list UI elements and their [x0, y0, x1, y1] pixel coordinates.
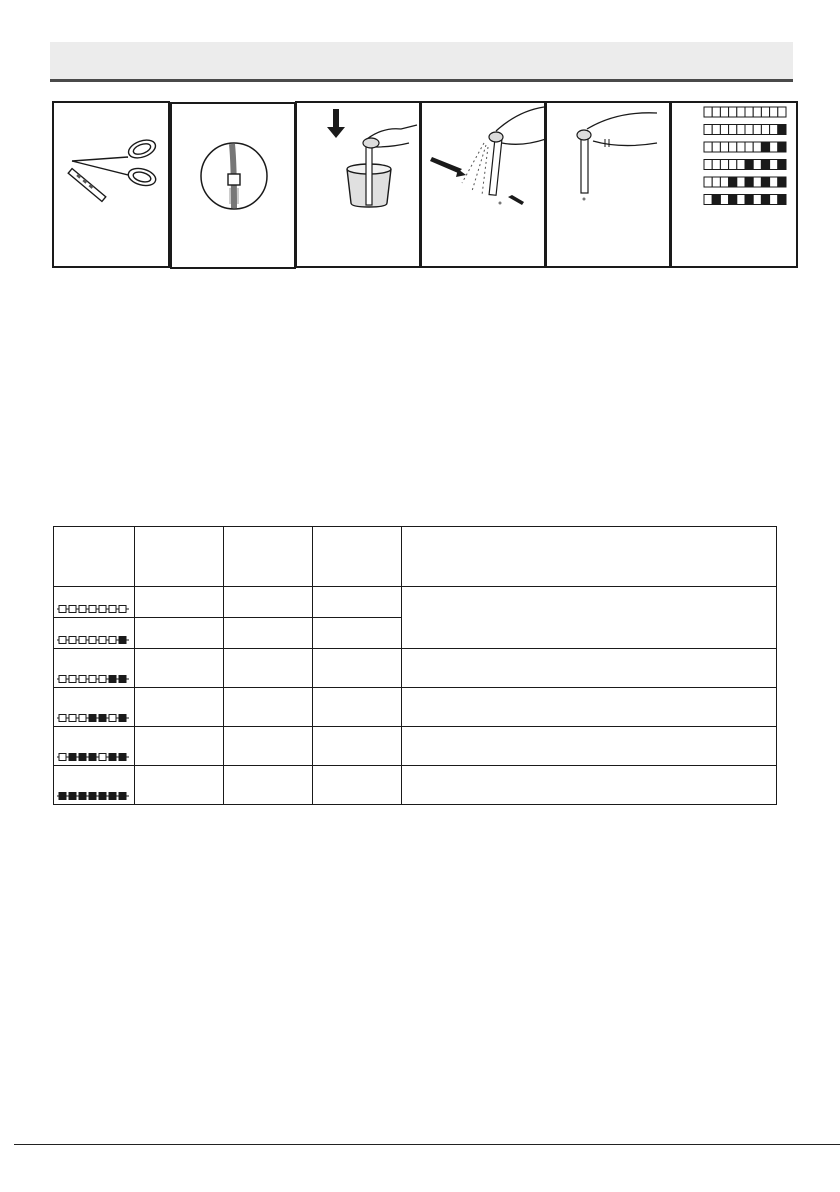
strip-swatch [54, 688, 135, 727]
strip-swatch [54, 649, 135, 688]
scale-square-light [720, 177, 728, 187]
step-shake-strip [420, 101, 546, 268]
cell-col-1 [135, 649, 224, 688]
strip-pad-dark [79, 793, 86, 800]
cell-col-1 [135, 727, 224, 766]
strip-pad-light [89, 676, 96, 683]
scale-square-light [745, 125, 753, 135]
scale-square-light [737, 142, 745, 152]
scale-square-light [704, 160, 712, 170]
scale-square-light [753, 195, 761, 205]
scale-square-light [704, 107, 712, 117]
table-row [54, 688, 777, 727]
table-header-row [54, 527, 777, 587]
scale-square-light [712, 125, 720, 135]
scale-square-light [737, 177, 745, 187]
strip-pad-light [59, 606, 66, 613]
scale-square-light [753, 142, 761, 152]
scale-square-dark [778, 142, 786, 152]
strip-pad-dark [119, 676, 126, 683]
scale-square-light [720, 160, 728, 170]
cell-description [402, 688, 777, 727]
scale-square-light [753, 160, 761, 170]
strip-pad-dark [119, 754, 126, 761]
strip-pad-light [69, 637, 76, 644]
cell-col-2 [224, 727, 313, 766]
scale-square-light [720, 125, 728, 135]
scale-square-light [729, 107, 737, 117]
scale-square-light [770, 195, 778, 205]
strip-pad-dark [109, 676, 116, 683]
scale-square-light [704, 195, 712, 205]
scale-square-light [745, 142, 753, 152]
strip-pad-light [99, 754, 106, 761]
strip-pad-light [89, 637, 96, 644]
cell-col-3 [313, 727, 402, 766]
scale-square-light [720, 142, 728, 152]
strip-pad-light [69, 676, 76, 683]
scale-square-dark [729, 195, 737, 205]
strip-pad-dark [89, 754, 96, 761]
strip-pad-light [59, 637, 66, 644]
scale-square-light [712, 160, 720, 170]
scale-square-dark [712, 195, 720, 205]
strip-pad-light [59, 676, 66, 683]
strip-swatch [54, 766, 135, 805]
scale-square-light [753, 177, 761, 187]
cell-col-3 [313, 587, 402, 618]
scale-square-light [729, 125, 737, 135]
step-dip-strip [295, 101, 421, 268]
scale-square-dark [761, 160, 769, 170]
strip-pad-light [99, 676, 106, 683]
strip-pad-light [79, 606, 86, 613]
strip-pad-light [99, 606, 106, 613]
strip-pad-dark [69, 754, 76, 761]
scale-square-light [770, 125, 778, 135]
cell-col-1 [135, 618, 224, 649]
scale-square-light [770, 177, 778, 187]
strip-pad-light [99, 637, 106, 644]
scale-square-light [753, 107, 761, 117]
scale-square-light [737, 195, 745, 205]
scale-square-dark [761, 142, 769, 152]
cell-description [402, 587, 777, 649]
running-tap-icon [172, 104, 296, 268]
scale-square-light [729, 160, 737, 170]
strip-pad-dark [99, 715, 106, 722]
strip-pad-dark [89, 793, 96, 800]
scale-square-light [753, 125, 761, 135]
wait-strip-icon [547, 103, 671, 268]
strip-pad-light [109, 637, 116, 644]
strip-pad-dark [59, 793, 66, 800]
scale-square-light [770, 142, 778, 152]
table-row [54, 649, 777, 688]
header-description [402, 527, 777, 587]
step-wait-strip [545, 101, 671, 268]
strip-pad-light [89, 606, 96, 613]
color-scale-icon [672, 103, 798, 268]
cell-col-3 [313, 766, 402, 805]
header-col-1 [135, 527, 224, 587]
scale-square-light [729, 142, 737, 152]
cell-col-2 [224, 587, 313, 618]
strip-pad-dark [109, 793, 116, 800]
water-hardness-table [53, 526, 777, 805]
scale-square-dark [778, 195, 786, 205]
strip-pad-light [69, 606, 76, 613]
header-col-3 [313, 527, 402, 587]
strip-swatch [54, 587, 135, 618]
section-header-band [50, 42, 793, 82]
cell-col-1 [135, 766, 224, 805]
scale-square-light [761, 107, 769, 117]
strip-pad-light [79, 715, 86, 722]
scale-square-dark [745, 195, 753, 205]
strip-pad-light [79, 637, 86, 644]
cell-col-2 [224, 688, 313, 727]
scale-square-light [704, 142, 712, 152]
cell-description [402, 727, 777, 766]
cell-col-3 [313, 688, 402, 727]
cell-col-2 [224, 618, 313, 649]
step-cut-strip [52, 101, 170, 268]
strip-pad-light [69, 715, 76, 722]
cell-description [402, 649, 777, 688]
strip-pad-dark [109, 754, 116, 761]
scale-square-light [704, 125, 712, 135]
footer-rule [14, 1144, 840, 1145]
cell-col-3 [313, 649, 402, 688]
scale-square-light [761, 125, 769, 135]
scale-square-light [737, 107, 745, 117]
table-row [54, 587, 777, 618]
scale-square-light [712, 142, 720, 152]
scale-square-dark [778, 177, 786, 187]
scale-square-light [737, 160, 745, 170]
scale-square-light [778, 107, 786, 117]
strip-pad-dark [99, 793, 106, 800]
scissors-icon [54, 103, 170, 268]
cell-col-2 [224, 649, 313, 688]
strip-pad-dark [89, 715, 96, 722]
header-strip [54, 527, 135, 587]
cell-col-3 [313, 618, 402, 649]
step-run-tap [170, 102, 296, 269]
scale-square-light [704, 177, 712, 187]
header-col-2 [224, 527, 313, 587]
scale-square-dark [745, 160, 753, 170]
table-row [54, 766, 777, 805]
scale-square-dark [778, 160, 786, 170]
cell-col-1 [135, 587, 224, 618]
strip-pad-dark [119, 715, 126, 722]
strip-pad-light [79, 676, 86, 683]
strip-pad-light [109, 606, 116, 613]
strip-swatch [54, 618, 135, 649]
cell-description [402, 766, 777, 805]
instruction-steps [52, 101, 798, 271]
strip-swatch [54, 727, 135, 766]
shake-strip-icon [422, 103, 546, 268]
table-row [54, 727, 777, 766]
scale-square-dark [745, 177, 753, 187]
strip-pad-dark [119, 793, 126, 800]
scale-square-light [745, 107, 753, 117]
step-compare-scale [670, 101, 798, 268]
scale-square-dark [761, 177, 769, 187]
scale-square-light [712, 177, 720, 187]
scale-square-light [712, 107, 720, 117]
strip-pad-light [119, 606, 126, 613]
cell-col-2 [224, 766, 313, 805]
dip-strip-in-glass-icon [297, 103, 421, 268]
strip-pad-light [59, 715, 66, 722]
scale-square-dark [778, 125, 786, 135]
scale-square-light [770, 160, 778, 170]
strip-pad-light [109, 715, 116, 722]
scale-square-light [720, 195, 728, 205]
strip-pad-dark [119, 637, 126, 644]
scale-square-light [720, 107, 728, 117]
scale-square-dark [761, 195, 769, 205]
scale-square-dark [729, 177, 737, 187]
strip-pad-dark [69, 793, 76, 800]
strip-pad-light [59, 754, 66, 761]
scale-square-light [770, 107, 778, 117]
cell-col-1 [135, 688, 224, 727]
strip-pad-dark [79, 754, 86, 761]
scale-square-light [737, 125, 745, 135]
